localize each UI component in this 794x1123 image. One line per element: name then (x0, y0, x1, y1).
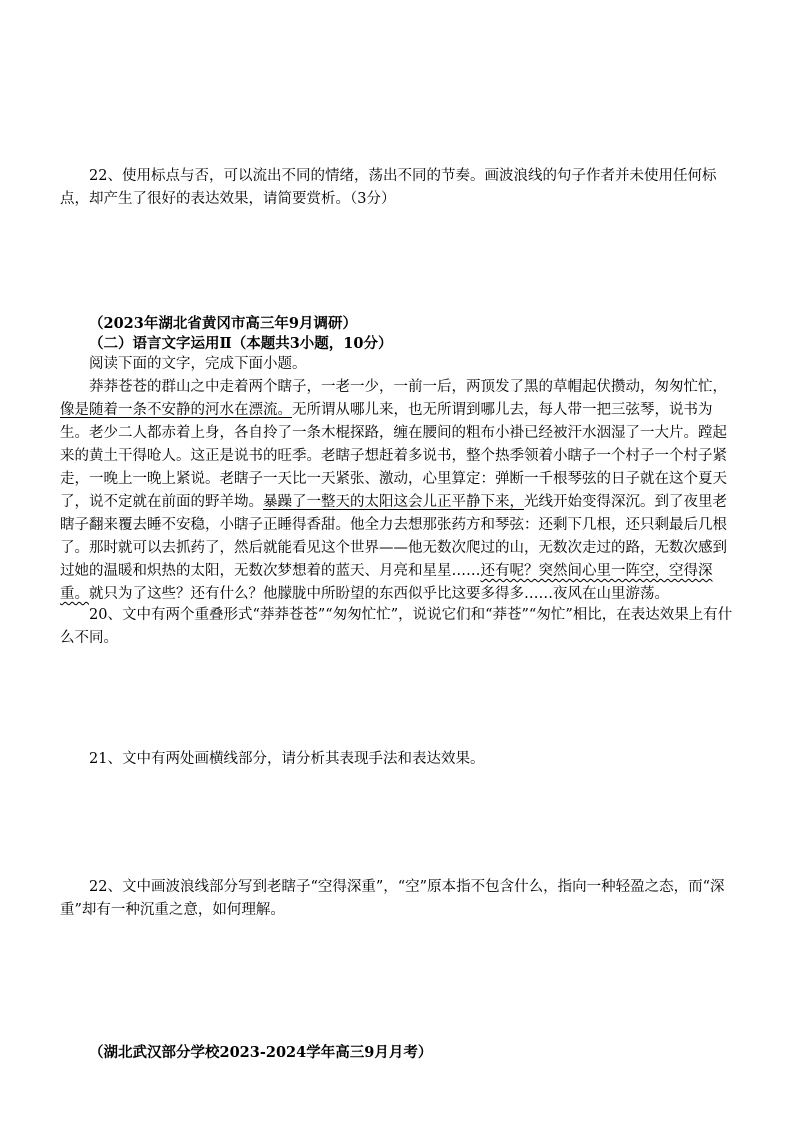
question-22-second: 22、文中画波浪线部分写到老瞎子“空得深重”，“空”原本指不包含什么，指向一种轻盈之态，而“深重”却有一种沉重之意，如何理解。 (60, 879, 725, 918)
question-22-first (60, 165, 740, 211)
passage-text-2: 无所谓从哪儿来，也无所谓到哪儿去，每人带一把三弦琴，说书为生。老少二人都赤着上身，各自拎了一条木棍探路，缠在腰间的粗布小褂已经被汗水洇湿了一大片。蹚起来的黄土干得呛人。这正是说书的旺季。老瞎子想赶着多说书，整个热季领着小瞎子一个村子一个村子紧走，一晚上一晚上紧说。老瞎子一天比一天紧张、激动，心里算定：弹断一千根琴弦的日子就在这个夏天了，说不定就在前面的野羊坳。 (60, 402, 727, 510)
underlined-sentence-1: 像是随着一条不安静的河水在漂流。 (60, 402, 292, 418)
passage-text-1: 莽莽苍苍的群山之中走着两个瞎子，一老一少，一前一后，两顶发了黑的草帽起伏攒动，匆匆忙忙， (89, 379, 727, 395)
question-20: 20、文中有两个重叠形式“莽莽苍苍”“匆匆忙忙”，说说它们和“莽苍”“匆忙”相比，在表达效果上有什么不同。 (60, 607, 733, 646)
passage (60, 376, 740, 606)
instruction: 阅读下面的文字，完成下面小题。 (89, 356, 307, 372)
source-heading-2: （湖北武汉部分学校2023-2024学年高三9月月考） (89, 1044, 433, 1061)
question-22-first-text: 22、使用标点与否，可以流出不同的情绪，荡出不同的节奏。画波浪线的句子作者并未使用任何标点，却产生了很好的表达效果，请简要赏析。（3分） (60, 168, 717, 207)
wavy-underlined-sentence: 还有呢？突然间心里一阵空，空得深重。 (60, 563, 713, 602)
underlined-sentence-2: 暴躁了一整天的太阳这会儿正平静下来， (263, 494, 524, 510)
section-title (60, 332, 740, 355)
question-21: 21、文中有两处画横线部分，请分析其表现手法和表达效果。 (89, 751, 485, 767)
passage-paragraph (60, 376, 740, 606)
passage-text-3: 光线开始变得深沉。到了夜里老瞎子翻来覆去睡不安稳，小瞎子正睡得香甜。他全力去想那张药方和琴弦：还剩下几根，还只剩最后几根了。那时就可以去抓药了，然后就能看见这个世界——他无数次爬过的山，无数次走过的路，无数次感到过她的温暖和炽热的太阳，无数次梦想着的蓝天、月亮和星星…… (60, 494, 727, 579)
source-heading-1: （2023年湖北省黄冈市高三年9月调研） (89, 315, 357, 332)
passage-text-4: 就只为了这些？还有什么？他朦胧中所盼望的东西似乎比这要多得多……夜风在山里游荡。 (89, 586, 669, 602)
section-title-text: （二）语言文字运用Ⅱ（本题共3小题，10分） (89, 335, 393, 352)
